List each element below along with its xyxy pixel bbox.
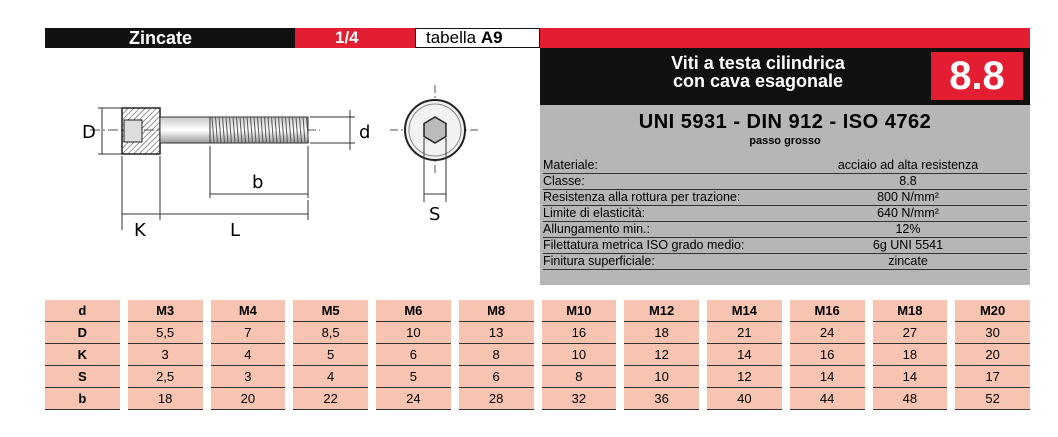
- property-label: Resistenza alla rottura per trazione:: [543, 190, 741, 204]
- table-cell: 4: [211, 344, 286, 366]
- table-cell: 2,5: [128, 366, 203, 388]
- table-cell: 10: [624, 366, 699, 388]
- table-row-label: D: [45, 322, 120, 344]
- column-gap: [203, 366, 211, 388]
- dim-L-label: L: [230, 220, 241, 241]
- column-gap: [534, 344, 542, 366]
- table-cell: 8: [459, 344, 534, 366]
- table-cell: 40: [707, 388, 782, 410]
- property-row: [543, 237, 1027, 254]
- table-ref-cell: [415, 28, 540, 48]
- table-cell: 22: [293, 388, 368, 410]
- column-gap: [451, 366, 459, 388]
- property-row: [543, 205, 1027, 222]
- table-header-cell: M20: [955, 300, 1030, 322]
- table-cell: 48: [873, 388, 948, 410]
- table-header-cell: M10: [542, 300, 617, 322]
- column-gap: [451, 300, 459, 322]
- category-label: Zincate: [129, 28, 193, 48]
- property-value: 8.8: [899, 174, 917, 188]
- dim-D-label: D: [82, 122, 96, 143]
- grade-badge: 8.8: [931, 52, 1023, 100]
- column-gap: [947, 344, 955, 366]
- table-cell: 5: [293, 344, 368, 366]
- table-row: [45, 344, 1030, 366]
- table-cell: 28: [459, 388, 534, 410]
- table-cell: 44: [790, 388, 865, 410]
- table-header-cell: M8: [459, 300, 534, 322]
- column-gap: [782, 366, 790, 388]
- table-row-label: K: [45, 344, 120, 366]
- table-cell: 3: [128, 344, 203, 366]
- table-row: [45, 322, 1030, 344]
- column-gap: [120, 366, 128, 388]
- table-cell: 7: [211, 322, 286, 344]
- column-gap: [368, 388, 376, 410]
- column-gap: [947, 366, 955, 388]
- screw-thread: [210, 117, 309, 143]
- table-header-cell: M12: [624, 300, 699, 322]
- table-ref: [426, 29, 503, 47]
- dimensions-table: [45, 300, 1030, 410]
- table-ref-prefix: tabella: [426, 28, 477, 47]
- property-row: [543, 221, 1027, 238]
- column-gap: [616, 366, 624, 388]
- column-gap: [285, 300, 293, 322]
- column-gap: [947, 388, 955, 410]
- column-gap: [782, 322, 790, 344]
- table-cell: 5: [376, 366, 451, 388]
- column-gap: [368, 344, 376, 366]
- table-cell: 14: [790, 366, 865, 388]
- table-cell: 12: [707, 366, 782, 388]
- table-header-cell: M6: [376, 300, 451, 322]
- table-cell: 6: [459, 366, 534, 388]
- column-gap: [534, 388, 542, 410]
- property-label: Finitura superficiale:: [543, 254, 655, 268]
- column-gap: [120, 388, 128, 410]
- column-gap: [699, 344, 707, 366]
- column-gap: [947, 300, 955, 322]
- column-gap: [947, 322, 955, 344]
- table-row-label: b: [45, 388, 120, 410]
- column-gap: [616, 322, 624, 344]
- table-cell: 18: [128, 388, 203, 410]
- screw-head: [122, 108, 160, 154]
- column-gap: [120, 322, 128, 344]
- property-row: [543, 173, 1027, 190]
- column-gap: [616, 388, 624, 410]
- product-title-line2: con cava esagonale: [672, 71, 844, 91]
- table-cell: 24: [790, 322, 865, 344]
- table-header-cell: M4: [211, 300, 286, 322]
- column-gap: [203, 388, 211, 410]
- dim-K-label: K: [134, 220, 146, 241]
- property-value: acciaio ad alta resistenza: [837, 158, 979, 172]
- column-gap: [285, 388, 293, 410]
- property-label: Materiale:: [543, 158, 598, 172]
- table-header-cell: M14: [707, 300, 782, 322]
- table-row-label: S: [45, 366, 120, 388]
- column-gap: [285, 322, 293, 344]
- column-gap: [451, 322, 459, 344]
- table-cell: 16: [542, 322, 617, 344]
- table-cell: 8,5: [293, 322, 368, 344]
- table-cell: 30: [955, 322, 1030, 344]
- column-gap: [534, 300, 542, 322]
- table-cell: 13: [459, 322, 534, 344]
- column-gap: [782, 344, 790, 366]
- table-cell: 3: [211, 366, 286, 388]
- property-label: Filettatura metrica ISO grado medio:: [543, 238, 745, 252]
- property-value: 800 N/mm²: [877, 190, 939, 204]
- table-cell: 5,5: [128, 322, 203, 344]
- table-header-cell: M5: [293, 300, 368, 322]
- table-header-cell: M3: [128, 300, 203, 322]
- dim-d-label: d: [359, 122, 371, 143]
- property-value: zincate: [888, 254, 928, 268]
- standards-subtitle: passo grosso: [749, 135, 821, 147]
- table-cell: 20: [955, 344, 1030, 366]
- product-title: [618, 54, 898, 90]
- table-cell: 16: [790, 344, 865, 366]
- column-gap: [203, 344, 211, 366]
- screw-end-view: [390, 85, 480, 225]
- property-row: [543, 157, 1027, 174]
- property-row: [543, 189, 1027, 206]
- table-row: [45, 366, 1030, 388]
- table-cell: 10: [376, 322, 451, 344]
- column-gap: [865, 366, 873, 388]
- table-ref-code: A9: [480, 28, 503, 47]
- table-cell: 17: [955, 366, 1030, 388]
- property-label: Limite di elasticità:: [543, 206, 646, 220]
- table-cell: 18: [624, 322, 699, 344]
- column-gap: [120, 344, 128, 366]
- column-gap: [534, 322, 542, 344]
- table-cell: 6: [376, 344, 451, 366]
- table-cell: 4: [293, 366, 368, 388]
- table-header-row: [45, 300, 1030, 322]
- column-gap: [451, 344, 459, 366]
- product-title-block: [540, 48, 1030, 105]
- page-cell: [295, 28, 415, 48]
- table-row: [45, 388, 1030, 410]
- column-gap: [699, 388, 707, 410]
- column-gap: [616, 344, 624, 366]
- table-cell: 14: [873, 366, 948, 388]
- property-label: Allungamento min.:: [543, 222, 651, 236]
- property-value: 6g UNI 5541: [872, 238, 944, 252]
- column-gap: [368, 366, 376, 388]
- table-cell: 14: [707, 344, 782, 366]
- property-value: 640 N/mm²: [877, 206, 939, 220]
- screw-drawing: [60, 80, 530, 280]
- table-cell: 8: [542, 366, 617, 388]
- dim-b-label: b: [252, 172, 264, 193]
- column-gap: [534, 366, 542, 388]
- page-number: 1/4: [335, 28, 359, 47]
- spec-block: [540, 105, 1030, 285]
- table-cell: 10: [542, 344, 617, 366]
- table-cell: 12: [624, 344, 699, 366]
- category-cell: [45, 28, 295, 48]
- product-title-line1: Viti a testa cilindrica: [671, 53, 845, 73]
- column-gap: [285, 366, 293, 388]
- column-gap: [865, 322, 873, 344]
- table-header-cell: M16: [790, 300, 865, 322]
- property-row: [543, 253, 1027, 270]
- standards-title: UNI 5931 - DIN 912 - ISO 4762: [638, 111, 932, 133]
- table-header-cell: d: [45, 300, 120, 322]
- table-cell: 32: [542, 388, 617, 410]
- property-value: 12%: [895, 222, 921, 236]
- column-gap: [865, 344, 873, 366]
- column-gap: [782, 300, 790, 322]
- column-gap: [368, 322, 376, 344]
- column-gap: [203, 300, 211, 322]
- table-cell: 24: [376, 388, 451, 410]
- column-gap: [120, 300, 128, 322]
- table-cell: 21: [707, 322, 782, 344]
- column-gap: [865, 300, 873, 322]
- column-gap: [782, 388, 790, 410]
- column-gap: [203, 322, 211, 344]
- table-cell: 27: [873, 322, 948, 344]
- column-gap: [699, 366, 707, 388]
- dim-S-label: S: [429, 204, 441, 225]
- column-gap: [616, 300, 624, 322]
- table-header-cell: M18: [873, 300, 948, 322]
- table-cell: 18: [873, 344, 948, 366]
- column-gap: [368, 300, 376, 322]
- column-gap: [699, 300, 707, 322]
- table-cell: 36: [624, 388, 699, 410]
- table-cell: 52: [955, 388, 1030, 410]
- column-gap: [865, 388, 873, 410]
- column-gap: [285, 344, 293, 366]
- column-gap: [699, 322, 707, 344]
- column-gap: [451, 388, 459, 410]
- table-cell: 20: [211, 388, 286, 410]
- property-label: Classe:: [543, 174, 585, 188]
